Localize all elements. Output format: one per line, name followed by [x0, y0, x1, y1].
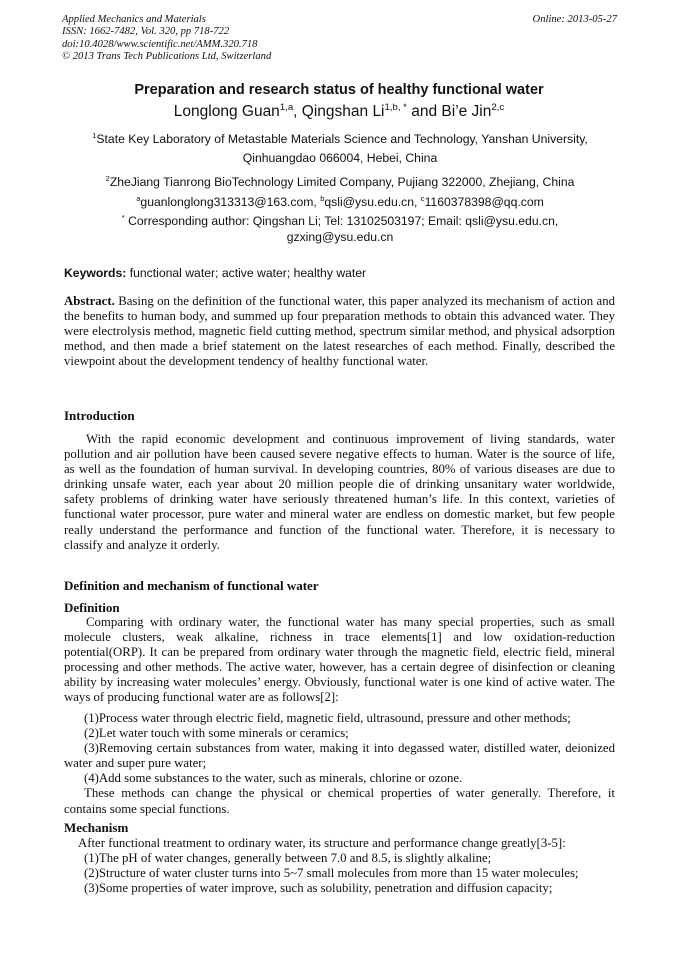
author-name: Bi’e Jin	[441, 103, 492, 120]
list-item: (2)Let water touch with some minerals or ceramics;	[84, 726, 349, 741]
author-separator: ,	[293, 103, 302, 120]
affiliation-text: Qinhuangdao 066004, Hebei, China	[242, 151, 438, 165]
affiliation-1	[60, 130, 620, 168]
definition-heading: Definition	[64, 600, 120, 615]
email-mark: b	[320, 193, 325, 203]
email-link[interactable]: 1160378398@qq.com	[424, 195, 544, 209]
abstract	[64, 294, 615, 369]
list-item: (1)The pH of water changes, generally between 7.0 and 8.5, is slightly alkaline;	[84, 851, 492, 866]
definition-text: Comparing with ordinary water, the functional water has many special properties, such as small molecule clusters, weak alkaline, richness in trace elements[1] and low oxidation-reduction potential(ORP). It can be prepared from ordinary water through the magnetic field, electric field, mineral processing and other methods. The active water, however, has a certain degree of disinfection or cleaning ability by increasing water molecules’ energy. Obviously, functional water is one kind of active water. The ways of producing functional water are as follows[2]:	[64, 615, 615, 705]
keywords	[64, 266, 366, 280]
list-item: (4)Add some substances to the water, such as minerals, chlorine or ozone.	[84, 771, 463, 786]
section-heading: Definition and mechanism of functional water	[64, 578, 319, 593]
copyright-line: © 2013 Trans Tech Publications Ltd, Switzerland	[62, 50, 272, 62]
author-emails	[60, 193, 620, 212]
author-separator: and	[406, 103, 442, 120]
doi-line: doi:10.4028/www.scientific.net/AMM.320.718	[62, 38, 258, 50]
journal-name: Applied Mechanics and Materials	[62, 14, 206, 25]
affiliation-2	[60, 173, 620, 192]
email-mark: c	[420, 193, 425, 203]
mechanism-heading: Mechanism	[64, 820, 129, 835]
email-mark: a	[136, 193, 141, 203]
list-item: (3)Removing certain substances from water, making it into degassed water, distilled water, deionized water and super pure water;	[64, 741, 615, 771]
author-affiliation-mark: 1,a	[279, 101, 294, 113]
corresponding-text: Corresponding author: Qingshan Li; Tel: 13102503197; Email: qsli@ysu.edu.cn,	[124, 214, 559, 228]
corresponding-mark: *	[121, 212, 125, 222]
affiliation-mark: 1	[92, 130, 97, 140]
issn-line: ISSN: 1662-7482, Vol. 320, pp 718-722	[62, 26, 230, 38]
author-list	[0, 103, 678, 121]
journal-header	[62, 14, 617, 63]
introduction-heading: Introduction	[64, 408, 135, 423]
keywords-label: Keywords:	[64, 266, 127, 280]
author-name: Qingshan Li	[301, 103, 385, 120]
email-link[interactable]: qsli@ysu.edu.cn,	[324, 195, 421, 209]
affiliation-text: ZheJiang Tianrong BioTechnology Limited Company, Pujiang 322000, Zhejiang, China	[109, 175, 575, 189]
methods-list	[64, 711, 615, 817]
keywords-text: functional water; active water; healthy water	[126, 266, 367, 280]
author-affiliation-mark: 1,b, *	[384, 101, 407, 113]
list-item: (1)Process water through electric field, magnetic field, ultrasound, pressure and other methods;	[84, 711, 571, 725]
mechanism-list	[64, 836, 615, 896]
author-name: Longlong Guan	[173, 103, 280, 120]
introduction-text: With the rapid economic development and continuous improvement of living standards, water pollution and air pollution have been caused severe negative effects to human. Water is the source of life, as well as the foundation of human survival. In developing countries, 80% of various diseases are due to drinking unsafe water, each year about 20 million people die of drinking unsanitary water worldwide, safety problems of drinking water have seriously threatened human’s life. In this context, varieties of functional water processor, pure water and mineral water are endless on domestic market, but few people really understand the performance and function of the functional water. Therefore, it is necessary to classify and analyze it orderly.	[64, 432, 615, 552]
corresponding-email[interactable]: gzxing@ysu.edu.cn	[286, 230, 394, 244]
affiliation-mark: 2	[105, 173, 110, 183]
paper-title: Preparation and research status of healthy functional water	[134, 82, 544, 98]
mechanism-intro: After functional treatment to ordinary water, its structure and performance change greatly[3-5]:	[78, 836, 566, 850]
online-date: Online: 2013-05-27	[532, 14, 617, 25]
corresponding-author	[60, 213, 620, 245]
methods-summary: These methods can change the physical or chemical properties of water generally. Therefore, it contains some special functions.	[64, 786, 615, 816]
list-item: (2)Structure of water cluster turns into 5~7 small molecules from more than 15 water molecules;	[84, 866, 579, 881]
email-link[interactable]: guanlonglong313313@163.com,	[140, 195, 321, 209]
abstract-label: Abstract.	[64, 294, 115, 308]
affiliation-text: State Key Laboratory of Metastable Materials Science and Technology, Yanshan University,	[96, 132, 588, 146]
list-item: (3)Some properties of water improve, such as solubility, penetration and diffusion capacity;	[84, 881, 553, 896]
abstract-text: Basing on the definition of the functional water, this paper analyzed its mechanism of action and the benefits to human body, and summed up four preparation methods to obtain this advanced water. They were electrolysis method, magnetic field cutting method, spectrum similar method, and physical adsorption method, and then made a brief statement on the latest researches of each method. Finally, described the viewpoint about the development tendency of healthy functional water.	[64, 294, 615, 369]
author-affiliation-mark: 2,c	[491, 101, 505, 113]
